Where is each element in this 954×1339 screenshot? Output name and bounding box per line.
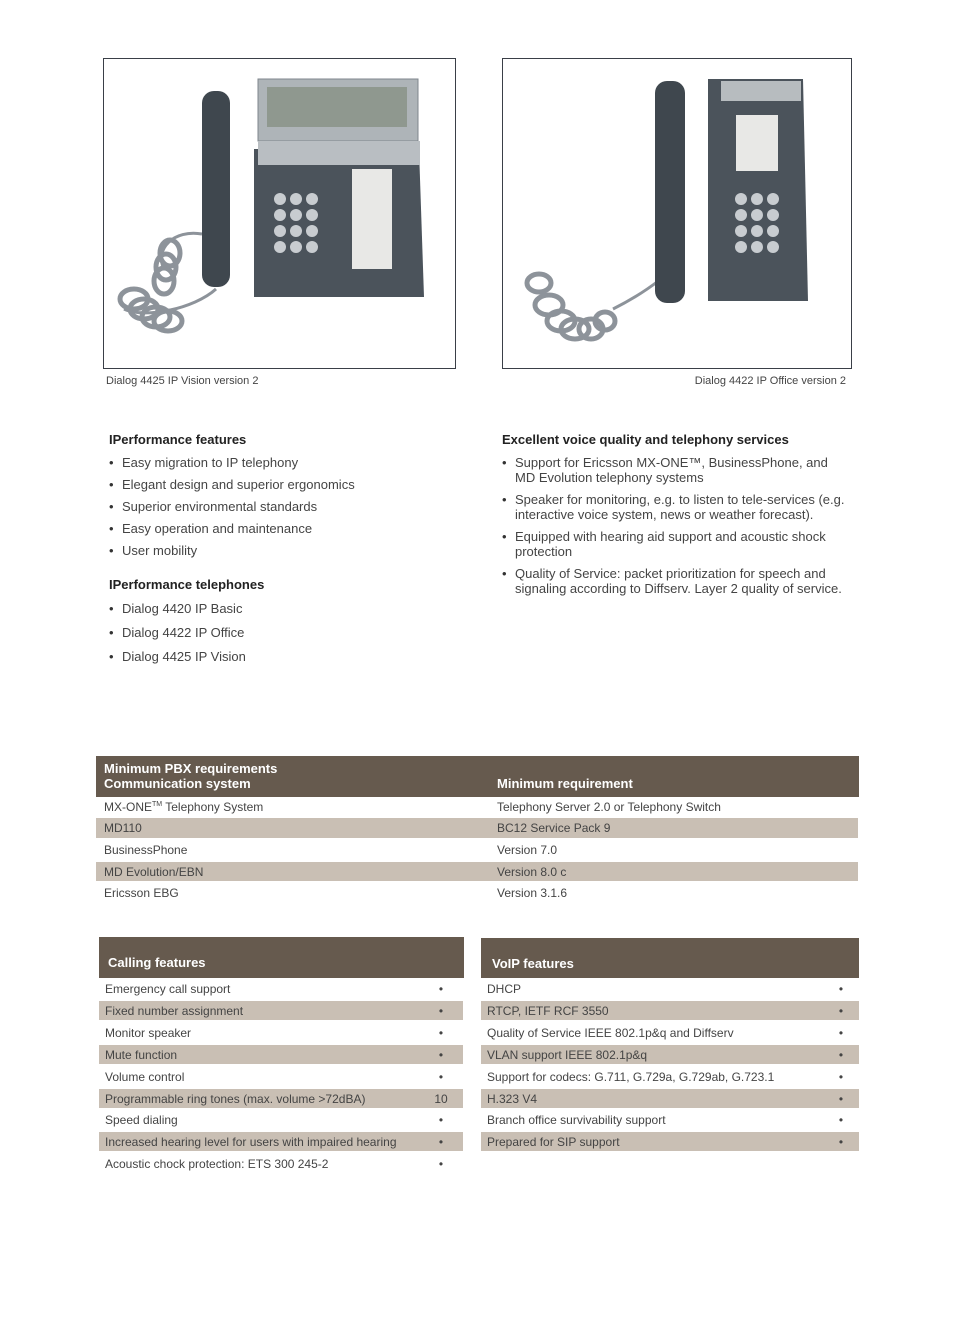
feature-name: Support for codecs: G.711, G.729a, G.729ab, G.723.1 [487,1069,775,1084]
feature-value: • [438,1047,444,1062]
table-row [96,818,858,838]
list-item: • Dialog 4420 IP Basic [109,601,469,616]
feature-name: Prepared for SIP support [487,1134,620,1149]
features-title: IPerformance features [109,432,247,447]
feature-value: • [438,1112,444,1127]
photo-caption-left: Dialog 4425 IP Vision version 2 [106,375,259,387]
table-row [99,1132,463,1151]
feature-name: Increased hearing level for users with impaired hearing [105,1134,397,1149]
feature-name: Branch office survivability support [487,1112,666,1127]
telephones-list [109,601,469,664]
photo-dialog-4422 [502,58,852,369]
pbx-header-col2: Minimum requirement [497,776,633,791]
list-item: • Speaker for monitoring, e.g. to listen to tele-services (e.g. interactive voice system, news or weather forecast). [502,492,847,522]
feature-value: • [438,1134,444,1149]
pbx-header-title: Minimum PBX requirements [104,761,278,776]
table-row [481,1089,859,1108]
feature-value: • [838,1025,844,1040]
voice-title: Excellent voice quality and telephony services [502,432,789,447]
feature-name: Speed dialing [105,1112,178,1127]
photo-caption-right: Dialog 4422 IP Office version 2 [694,375,846,387]
table-row [99,1110,463,1129]
feature-value: • [438,981,444,996]
phone-4422-image [503,59,851,368]
feature-value: • [438,1003,444,1018]
calling-table-header [99,937,464,978]
feature-value: • [838,981,844,996]
feature-value: • [838,1112,844,1127]
feature-value: • [438,1156,444,1171]
feature-name: Mute function [105,1047,178,1062]
phone-4425-image [104,59,455,368]
pbx-system: MD110 [104,821,142,835]
pbx-table-header [96,756,859,797]
feature-name: Fixed number assignment [105,1003,244,1018]
voip-title: VoIP features [492,956,574,971]
feature-name: RTCP, IETF RCF 3550 [487,1003,609,1018]
table-row [481,1001,859,1020]
feature-value: • [438,1069,444,1084]
list-item: • Quality of Service: packet prioritization for speech and signaling according to Diffserv. Layer 2 quality of service. [502,566,847,596]
list-item: • Equipped with hearing aid support and acoustic shock protection [502,529,847,559]
pbx-system [104,800,263,814]
pbx-header-col1: Communication system [104,776,251,791]
table-row [99,1023,463,1042]
table-row [481,1132,859,1151]
pbx-requirement: Telephony Server 2.0 or Telephony Switch [497,800,721,814]
pbx-requirement: Version 7.0 [497,843,558,857]
pbx-system-name: MX-ONE [104,800,152,814]
table-row [99,1089,463,1108]
table-row [481,1110,859,1129]
photo-dialog-4425 [103,58,456,369]
table-row [99,1001,463,1020]
list-item: • Dialog 4425 IP Vision [109,649,469,664]
calling-title: Calling features [108,955,206,970]
feature-value: • [838,1003,844,1018]
list-item: • User mobility [109,543,469,558]
list-item: • Elegant design and superior ergonomics [109,477,469,492]
feature-name: Volume control [105,1069,185,1084]
feature-value: • [838,1134,844,1149]
table-row [481,1045,859,1064]
list-item: • Support for Ericsson MX-ONE™, BusinessPhone, and MD Evolution telephony systems [502,455,847,485]
feature-value: • [838,1091,844,1106]
voip-table-header [481,938,859,978]
pbx-requirement: Version 8.0 c [497,864,567,879]
list-item: • Easy migration to IP telephony [109,455,469,470]
feature-value: • [838,1047,844,1062]
table-row [99,1067,463,1086]
table-row [96,862,858,881]
pbx-system-suffix: Telephony System [162,800,264,814]
pbx-system: BusinessPhone [104,843,188,857]
feature-name: DHCP [487,981,522,996]
feature-name: H.323 V4 [487,1091,538,1106]
table-row [96,883,859,903]
feature-name: Emergency call support [105,981,231,996]
pbx-requirement: BC12 Service Pack 9 [497,821,611,835]
table-row [96,797,859,817]
list-item: • Easy operation and maintenance [109,521,469,536]
table-row [481,979,859,998]
trademark-mark: TM [152,801,163,808]
table-row [99,1045,463,1064]
feature-value: 10 [434,1091,448,1106]
pbx-requirement: Version 3.1.6 [497,886,568,900]
feature-name: Acoustic chock protection: ETS 300 245-2 [105,1156,329,1171]
feature-name: Monitor speaker [105,1025,192,1040]
features-list [109,455,469,558]
feature-name: Programmable ring tones (max. volume >72dBA) [105,1091,366,1106]
feature-value: • [838,1069,844,1084]
feature-name: Quality of Service IEEE 802.1p&q and Diffserv [487,1025,734,1040]
table-row [96,840,859,860]
list-item: • Dialog 4422 IP Office [109,625,469,640]
table-row [99,1154,463,1173]
feature-value: • [438,1025,444,1040]
feature-name: VLAN support IEEE 802.1p&q [487,1047,648,1062]
pbx-system: Ericsson EBG [104,886,179,900]
list-item: • Superior environmental standards [109,499,469,514]
table-row [481,1023,859,1042]
pbx-system: MD Evolution/EBN [104,864,204,879]
telephones-title: IPerformance telephones [109,577,265,592]
table-row [99,979,463,998]
voice-list [502,455,847,596]
table-row [481,1067,859,1086]
